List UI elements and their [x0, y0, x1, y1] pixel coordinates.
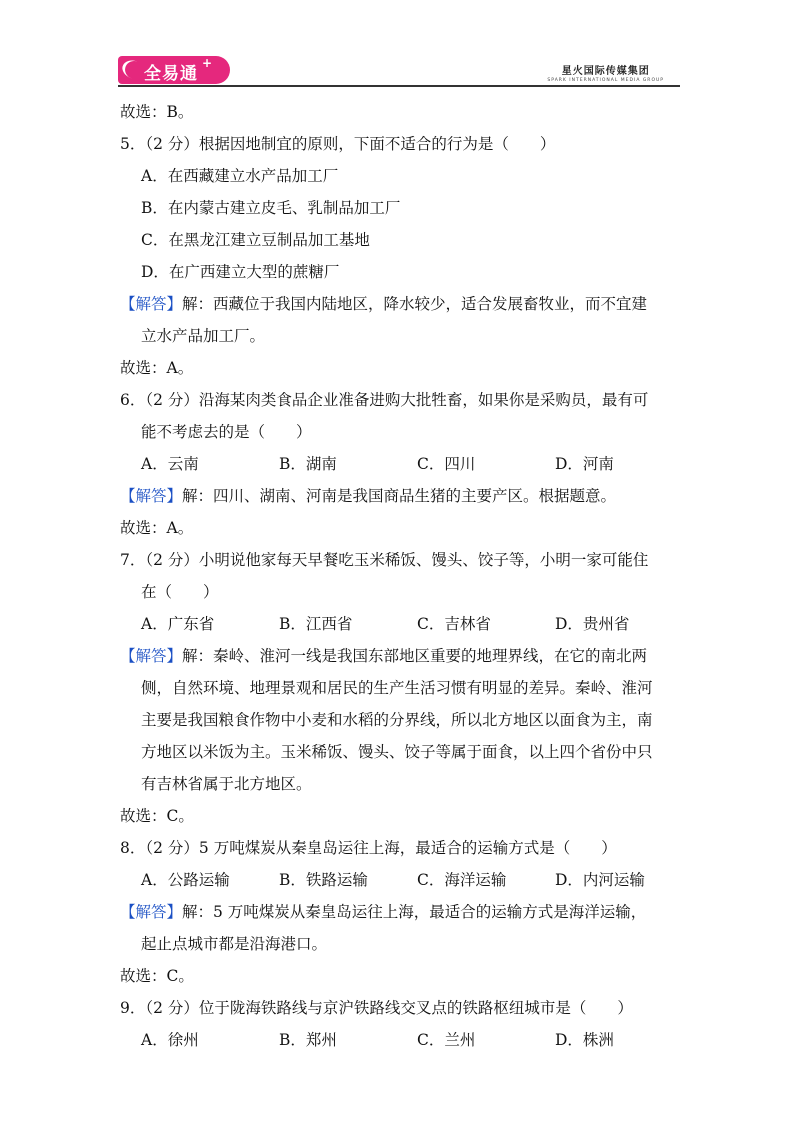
page-header — [118, 56, 680, 88]
brand-block — [547, 62, 664, 83]
q5-option-b: B．在内蒙古建立皮毛、乳制品加工厂 — [141, 199, 401, 217]
question-7-line-1: 7．（2 分）小明说他家每天早餐吃玉米稀饭、馒头、饺子等，小明一家可能住 — [120, 551, 649, 569]
logo-plus: + — [202, 56, 213, 70]
q8-option-c: C．海洋运输 — [417, 871, 507, 889]
q7-select: 故选：C。 — [120, 807, 194, 825]
q6-answer-text: 解：四川、湖南、河南是我国商品生猪的主要产区。根据题意。 — [182, 487, 617, 505]
answer-tag: 【解答】 — [120, 647, 183, 665]
q7-answer-line-4: 方地区以米饭为主。玉米稀饭、馒头、饺子等属于面食，以上四个省份中只 — [141, 743, 653, 761]
document-body — [120, 96, 690, 1056]
q6-option-d: D．河南 — [555, 455, 614, 473]
answer-select-line: 故选：B。 — [120, 103, 194, 121]
q7-option-c: C．吉林省 — [417, 615, 491, 633]
q7-options — [120, 608, 690, 640]
q6-options — [120, 448, 690, 480]
q7-option-d: D．贵州省 — [555, 615, 630, 633]
brand-name-en: SPARK INTERNATIONAL MEDIA GROUP — [547, 78, 664, 83]
q8-option-a: A．公路运输 — [141, 871, 230, 889]
q5-answer-line-2: 立水产品加工厂。 — [141, 327, 266, 345]
q7-option-b: B．江西省 — [279, 615, 353, 633]
q7-answer-line-3: 主要是我国粮食作物中小麦和水稻的分界线，所以北方地区以面食为主，南 — [141, 711, 653, 729]
q8-answer-line-2: 起止点城市都是沿海港口。 — [141, 935, 328, 953]
q8-select: 故选：C。 — [120, 967, 194, 985]
q7-answer-text-1: 解：秦岭、淮河一线是我国东部地区重要的地理界线，在它的南北两 — [182, 647, 648, 665]
answer-tag: 【解答】 — [120, 903, 183, 921]
question-9: 9．（2 分）位于陇海铁路线与京沪铁路线交叉点的铁路枢纽城市是（ ） — [120, 999, 633, 1017]
q7-answer-line-2: 侧，自然环境、地理景观和居民的生产生活习惯有明显的差异。秦岭、淮河 — [141, 679, 653, 697]
q6-option-b: B．湖南 — [279, 455, 337, 473]
q7-option-a: A．广东省 — [141, 615, 215, 633]
q9-options — [120, 1024, 690, 1056]
question-5: 5．（2 分）根据因地制宜的原则，下面不适合的行为是（ ） — [120, 135, 556, 153]
q5-option-d: D．在广西建立大型的蔗糖厂 — [141, 263, 340, 281]
q8-answer-text-1: 解：5 万吨煤炭从秦皇岛运往上海，最适合的运输方式是海洋运输， — [182, 903, 647, 921]
q5-answer-text-1: 解：西藏位于我国内陆地区，降水较少，适合发展畜牧业，而不宜建 — [182, 295, 648, 313]
q6-option-c: C．四川 — [417, 455, 476, 473]
q7-answer-line-5: 有吉林省属于北方地区。 — [141, 775, 312, 793]
q6-answer-line — [120, 480, 690, 512]
q6-option-a: A．云南 — [141, 455, 199, 473]
q8-options — [120, 864, 690, 896]
brand-name-cn: 星火国际传媒集团 — [561, 66, 650, 77]
answer-tag: 【解答】 — [120, 295, 183, 313]
answer-tag: 【解答】 — [120, 487, 183, 505]
question-6-line-2: 能不考虑去的是（ ） — [141, 423, 312, 441]
logo-text: 全易通 — [144, 64, 198, 84]
question-8: 8．（2 分）5 万吨煤炭从秦皇岛运往上海，最适合的运输方式是（ ） — [120, 839, 617, 857]
question-6-line-1: 6．（2 分）沿海某肉类食品企业准备进购大批牲畜，如果你是采购员，最有可 — [120, 391, 649, 409]
header-rule — [118, 85, 680, 87]
q9-option-a: A．徐州 — [141, 1031, 199, 1049]
q5-option-c: C．在黑龙江建立豆制品加工基地 — [141, 231, 370, 249]
q7-answer-line-1 — [120, 640, 690, 672]
q8-answer-line-1 — [120, 896, 690, 928]
q8-option-d: D．内河运输 — [555, 871, 645, 889]
q5-select: 故选：A。 — [120, 359, 194, 377]
q9-option-c: C．兰州 — [417, 1031, 476, 1049]
question-7-line-2: 在（ ） — [141, 583, 219, 601]
q9-option-b: B．郑州 — [279, 1031, 337, 1049]
q8-option-b: B．铁路运输 — [279, 871, 368, 889]
q9-option-d: D．株洲 — [555, 1031, 614, 1049]
quanyitong-logo — [118, 56, 230, 84]
q5-answer-line-1 — [120, 288, 690, 320]
q5-option-a: A．在西藏建立水产品加工厂 — [141, 167, 339, 185]
q6-select: 故选：A。 — [120, 519, 194, 537]
